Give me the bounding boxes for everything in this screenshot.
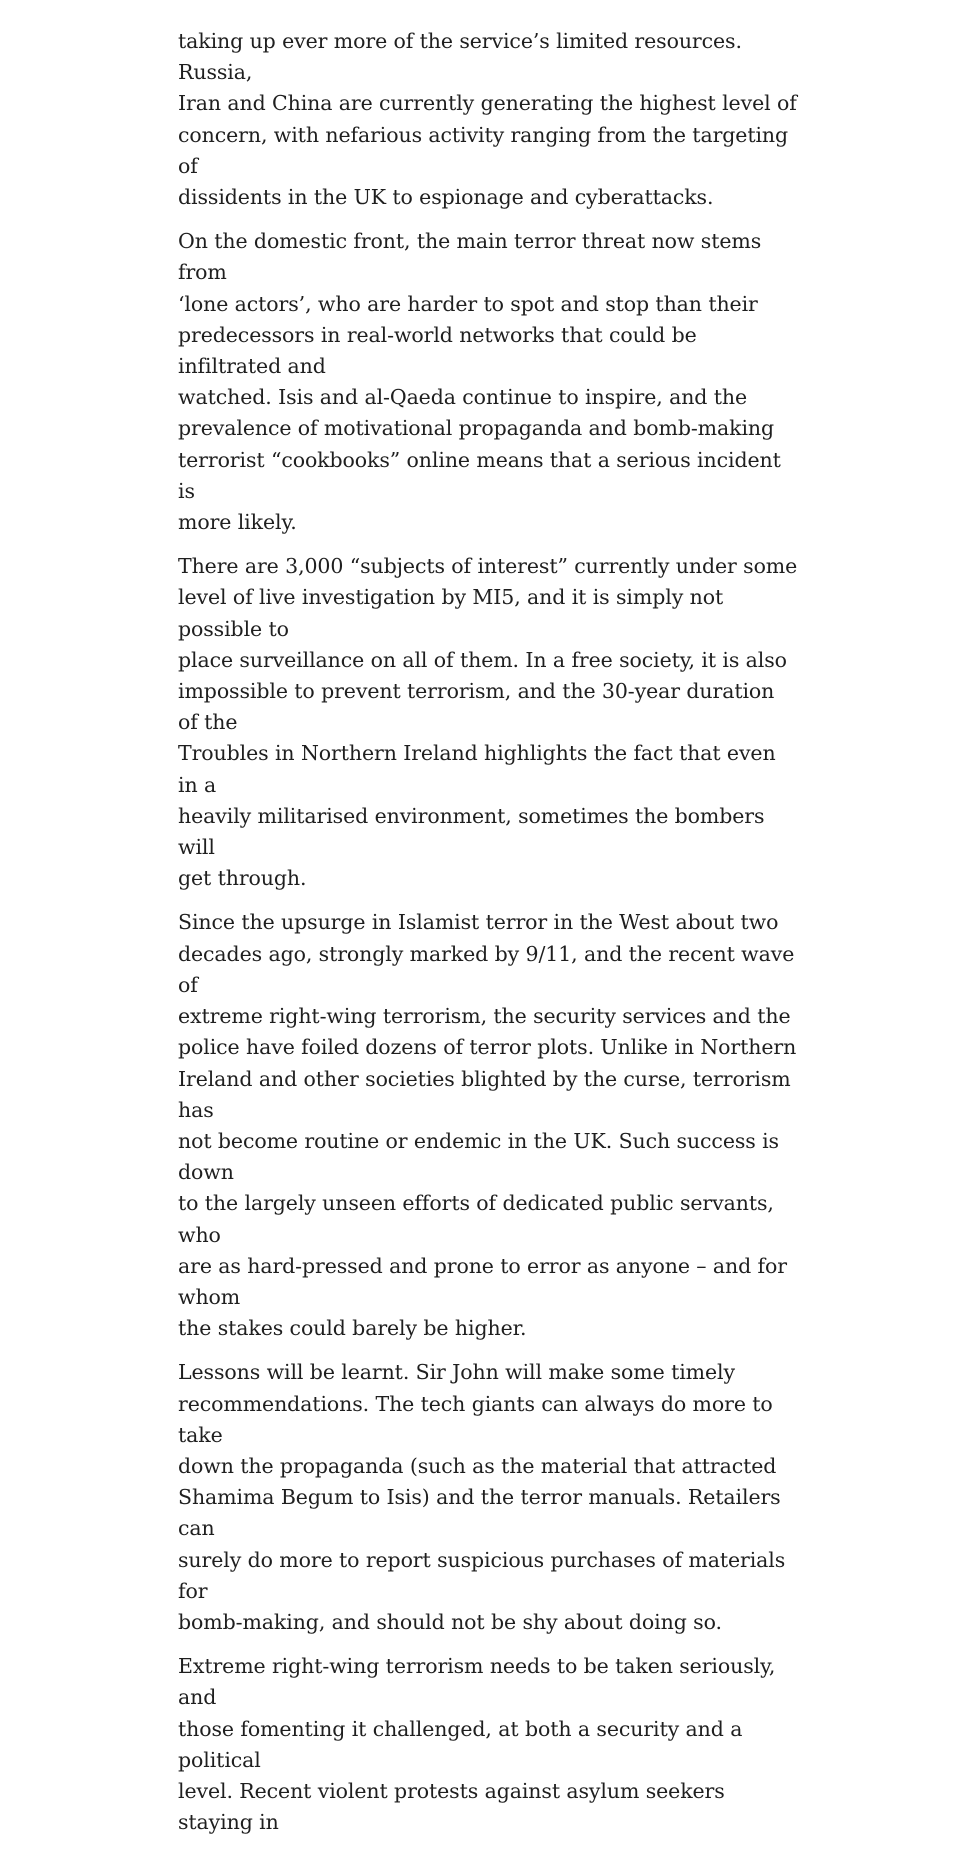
article-paragraph: taking up ever more of the service’s limited resources. Russia, Iran and China are currently generating the highest level of concern, with nefarious activity ranging from the targeting of dissidents in the UK to espionage and cyberattacks. [178, 29, 797, 210]
article-paragraph: Lessons will be learnt. Sir John will make some timely recommendations. The tech giants can always do more to take down the propaganda (such as the material that attracted Shamima Begum to Isis) and the terror manuals. Retailers can surely do more to report suspicious purchases of materials for bomb-making, and should not be shy about doing so. [178, 1360, 786, 1634]
article-body [178, 26, 798, 1851]
article-paragraph: There are 3,000 “subjects of interest” currently under some level of live investigation by MI5, and it is simply not possible to place surveillance on all of them. In a free society, it is also impossible to prevent terrorism, and the 30-year duration of the Troubles in Northern Ireland highlights the fact that even in a heavily militarised environment, sometimes the bombers will get through. [178, 554, 798, 891]
article-paragraph: Extreme right-wing terrorism needs to be taken seriously, and those fomenting it challenged, at both a security and a political level. Recent violent protests against asylum seekers staying in [178, 1654, 776, 1835]
article-paragraph: Since the upsurge in Islamist terror in the West about two decades ago, strongly marked by 9/11, and the recent wave of extreme right-wing terrorism, the security services and the police have foiled dozens of terror plots. Unlike in Northern Ireland and other societies blighted by the curse, terrorism has not become routine or endemic in the UK. Such success is down to the largely unseen efforts of dedicated public servants, who are as hard-pressed and prone to error as anyone – and for whom the stakes could barely be higher. [178, 910, 797, 1341]
article-paragraph: On the domestic front, the main terror threat now stems from ‘lone actors’, who are harder to spot and stop than their predecessors in real-world networks that could be infiltrated and watched. Isis and al-Qaeda continue to inspire, and the prevalence of motivational propaganda and bomb-making terrorist “cookbooks” online means that a serious incident is more likely. [178, 229, 781, 535]
